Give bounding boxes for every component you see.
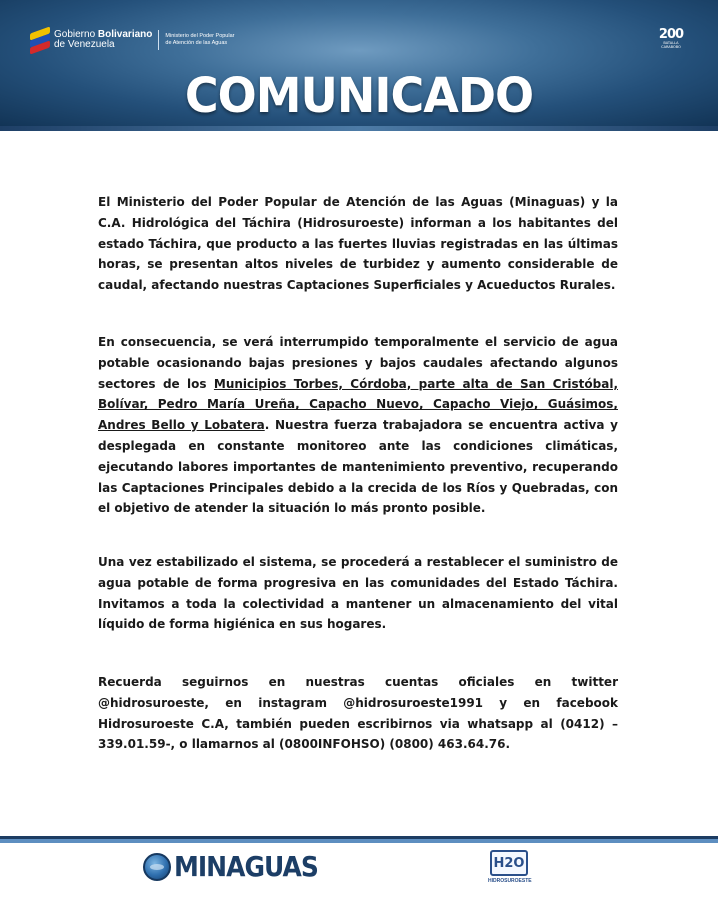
paragraph-2-rest: . Nuestra fuerza trabajadora se encuentra activa y desplegada en constante monitoreo ante las condiciones climáticas, ejecutando labores importantes de mantenimiento preventivo, recuperando las Captaciones Principales debido a la crecida de los Ríos y Quebradas, con el objetivo de atender la situación lo más pronto posible. [98, 418, 618, 516]
header-stripe [0, 126, 718, 131]
affected-municipalities: Municipios Torbes, Córdoba, parte alta de San Cristóbal, Bolívar, Pedro María Ureña, Capacho Nuevo, Capacho Viejo, Guásimos, Andres Bello y Lobatera [98, 376, 618, 433]
ministry-line2: de Atención de las Aguas [165, 40, 228, 46]
globe-icon [143, 853, 171, 881]
logo-divider [158, 30, 159, 50]
h2o-logo-mark: H2O [490, 850, 528, 876]
hidrosuroeste-logo [488, 850, 530, 884]
bicentenario-subtitle: BATALLA CARABOBO [661, 41, 681, 49]
bicentenario-number: 200 [658, 27, 684, 42]
header-banner [0, 0, 718, 126]
minaguas-logo [143, 852, 318, 881]
ministry-name [165, 33, 234, 47]
paragraph-2-intro: En consecuencia, se verá interrumpido temporalmente el servicio de agua potable ocasionando bajas presiones y bajos caudales afectando algunos sectores de los [98, 335, 618, 391]
paragraph-3: Una vez estabilizado el sistema, se procederá a restablecer el suministro de agua potable de forma progresiva en las comunidades del Estado Táchira. Invitamos a toda la colectividad a mantener un almacenamiento del vital líquido de forma higiénica en sus hogares. [98, 555, 618, 632]
paragraph-4: Recuerda seguirnos en nuestras cuentas oficiales en twitter @hidrosuroeste, en instagram @hidrosuroeste1991 y en facebook Hidrosuroeste C.A, también pueden escribirnos via whatsapp al (0412) – 339.01.59-, o llamarnos al (0800INFOHSO) (0800) 463.64.76. [98, 675, 618, 752]
page-title: COMUNICADO [184, 66, 534, 124]
venezuela-flag-icon [30, 30, 50, 50]
ministry-line1: Ministerio del Poder Popular [165, 33, 235, 39]
paragraph-2 [98, 332, 618, 519]
gov-line1-regular: Gobierno [54, 29, 98, 40]
minaguas-logo-text: MINAGUAS [174, 850, 318, 883]
government-name [54, 30, 152, 50]
gov-line1-bold: Bolivariano [97, 29, 153, 40]
gov-line2: de Venezuela [54, 39, 115, 50]
footer-line-light [0, 839, 718, 843]
bicentenario-logo [654, 28, 688, 49]
h2o-logo-subtitle: HIDROSUROESTE [488, 878, 532, 884]
government-logo [30, 30, 234, 50]
paragraph-1: El Ministerio del Poder Popular de Atención de las Aguas (Minaguas) y la C.A. Hidrológica del Táchira (Hidrosuroeste) informan a los habitantes del estado Táchira, que producto a las fuertes lluvias registradas en las últimas horas, se presentan altos niveles de turbidez y aumento considerable de caudal, afectando nuestras Captaciones Superficiales y Acueductos Rurales. [98, 195, 618, 293]
